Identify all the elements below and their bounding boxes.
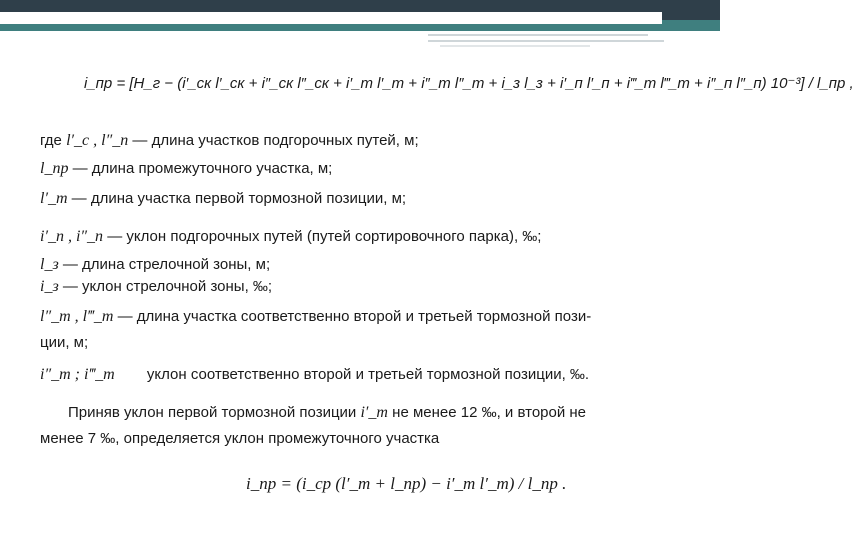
definition-6-symbols: i_з (40, 278, 59, 295)
definition-3 (40, 190, 406, 208)
paragraph-line-1 (40, 400, 680, 426)
definition-5-text: — длина стрелочной зоны, м; (62, 256, 271, 273)
definition-2 (40, 160, 332, 178)
body-paragraph (40, 400, 680, 452)
definition-4-symbols: i′_п , i″_п (40, 228, 104, 245)
definition-3-symbols: l′_т (40, 190, 68, 207)
decorative-lines (428, 34, 664, 48)
definition-3-text: — длина участка первой тормозной позиции, м; (71, 190, 407, 207)
definition-7-continued: ции, м; (40, 334, 89, 351)
definition-8 (40, 366, 589, 384)
main-formula: i_пр = [H_г − (i′_ск l′_ск + i″_ск l″_ск + i′_т l′_т + i″_т l″_т + i_з l_з + i′_п l′_п + i‴_т l‴_т + i″_п l″_п) 10⁻³] / l_пр , (84, 75, 854, 92)
definition-6-text: — уклон стрелочной зоны, ‰; (62, 278, 273, 295)
definition-5-symbols: l_з (40, 256, 59, 273)
definition-4-text: — уклон подгорочных путей (путей сортировочного парка), ‰; (107, 228, 542, 245)
definition-7-text: — длина участка соответственно второй и третьей тормозной пози- (117, 308, 592, 325)
definition-8-symbols: i″_т ; i‴_т (40, 366, 115, 383)
paragraph-symbol: i′_т (360, 404, 388, 421)
definition-1-symbols: l′_с , l″_п (66, 132, 129, 149)
definition-7-symbols: l″_т , l‴_т (40, 308, 114, 325)
paragraph-line-2: менее 7 ‰, определяется уклон промежуточного участка (40, 430, 440, 447)
top-right-teal-block (662, 20, 720, 31)
definition-6 (40, 278, 272, 296)
slide-top-bar (0, 0, 720, 26)
paragraph-text-b: не менее 12 ‰, и второй не (392, 404, 587, 421)
top-dark-band (0, 0, 720, 12)
top-teal-band (0, 24, 700, 31)
definition-8-text: уклон соответственно второй и третьей тормозной позиции, ‰. (146, 366, 590, 383)
paragraph-text-a: Приняв уклон первой тормозной позиции (68, 404, 357, 421)
definition-7 (40, 308, 591, 326)
definition-1 (40, 132, 419, 150)
definition-4 (40, 228, 541, 246)
definition-5 (40, 256, 270, 274)
second-formula: i_пр = (i_ср (l′_т + l_пр) − i′_т l′_т) / l_пр . (246, 474, 567, 493)
where-word: где (40, 132, 62, 149)
definition-2-text: — длина промежуточного участка, м; (72, 160, 333, 177)
definition-2-symbols: l_пр (40, 160, 69, 177)
definition-1-text: — длина участков подгорочных путей, м; (132, 132, 419, 149)
